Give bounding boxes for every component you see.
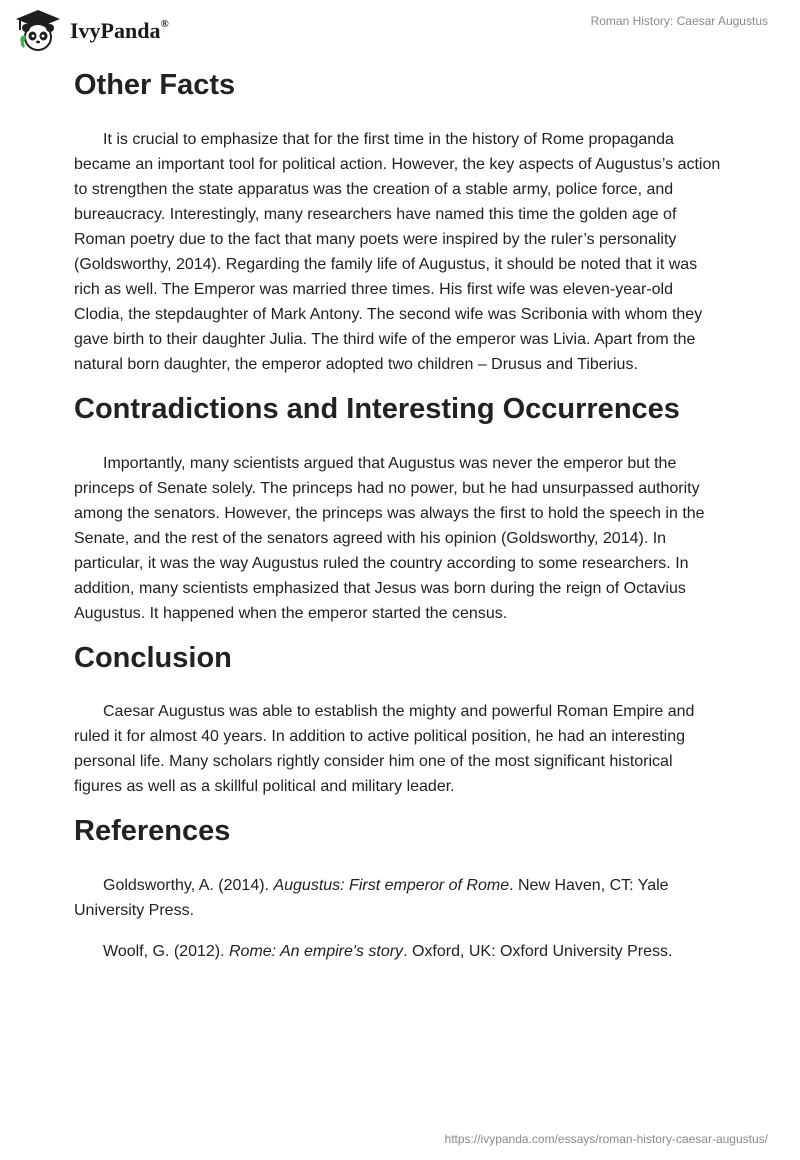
section-heading: Other Facts: [74, 69, 236, 101]
document-title: Roman History: Caesar Augustus: [590, 14, 768, 28]
reference-title: Rome: An empire's story: [228, 943, 404, 961]
reference-item: Woolf, G. (2012). Rome: An empire's story. Oxford, UK: Oxford University Press.: [103, 943, 673, 961]
section-heading: Conclusion: [74, 641, 232, 674]
source-url-link[interactable]: https://ivypanda.com/essays/roman-history-caesar-augustus/: [444, 1132, 768, 1146]
reference-item: Goldsworthy, A. (2014). Augustus: First emperor of Rome. New Haven, CT: Yale University Press.: [74, 877, 669, 920]
reference-title: Augustus: First emperor of Rome: [273, 877, 510, 895]
section-references: [74, 814, 724, 964]
section-conclusion: [74, 641, 724, 800]
brand-logo[interactable]: [14, 8, 169, 52]
paragraph: Importantly, many scientists argued that Augustus was never the emperor but the princeps of Senate solely. The princeps had no power, but he had unsurpassed authority among the senators. However, the princeps was always the first to hold the speech in the Senate, and the rest of the senators agreed with his opinion (Goldsworthy, 2014). In particular, it was the way Augustus ruled the country according to some researchers. In addition, many scientists emphasized that Jesus was born during the reign of Octavius Augustus. It happened when the emperor started the census.: [74, 454, 705, 622]
paragraph: Caesar Augustus was able to establish the mighty and powerful Roman Empire and ruled it for almost 40 years. In addition to active political position, he had an interesting personal life. Many scholars rightly consider him one of the most significant historical figures as well as a skillful political and military leader.: [74, 703, 695, 796]
section-heading: References: [74, 815, 231, 848]
section-heading: Contradictions and Interesting Occurrences: [74, 392, 680, 425]
brand-name: IvyPanda®: [70, 17, 169, 43]
section-other-facts: [74, 68, 724, 377]
panda-logo-icon: [14, 8, 62, 52]
section-contradictions: [74, 392, 724, 626]
essay-content: [74, 68, 724, 980]
paragraph: It is crucial to emphasize that for the first time in the history of Rome propaganda became an important tool for political action. However, the key aspects of Augustus’s action to strengthen the state apparatus was the creation of a stable army, police force, and bureaucracy. Interestingly, many researchers have named this time the golden age of Roman poetry due to the fact that many poets were inspired by the ruler’s personality (Goldsworthy, 2014). Regarding the family life of Augustus, it should be noted that it was rich as well. The Emperor was married three times. His first wife was eleven-year-old Clodia, the stepdaughter of Mark Antony. The second wife was Scribonia with whom they gave birth to their daughter Julia. The third wife of the emperor was Livia. Apart from the natural born daughter, the emperor adopted two children – Drusus and Tiberius.: [74, 130, 721, 373]
